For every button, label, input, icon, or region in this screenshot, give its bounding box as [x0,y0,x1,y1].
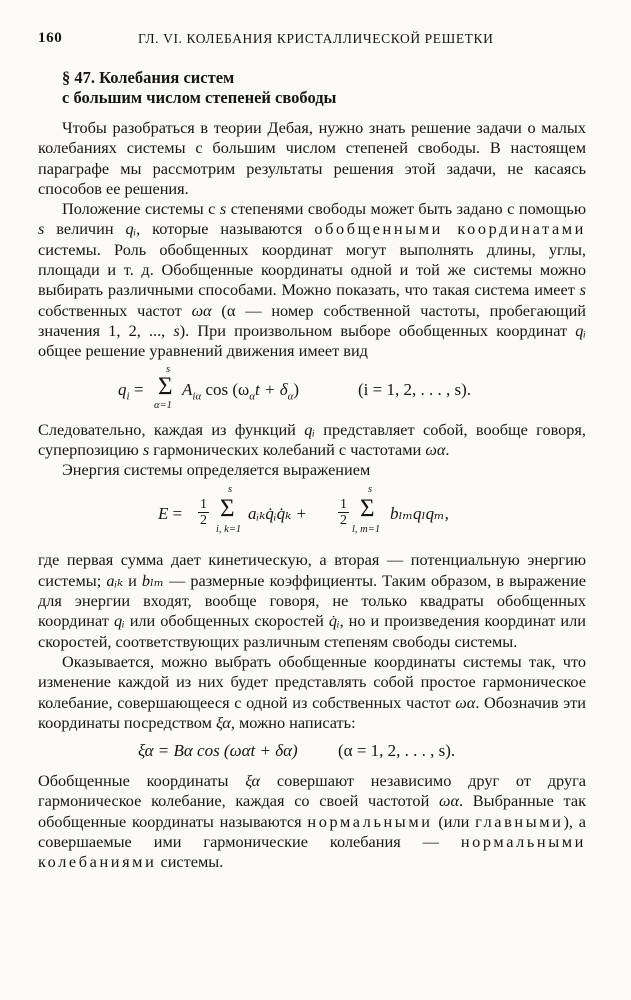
paragraph-3: Следовательно, каждая из функций qᵢ представляет собой, вообще говоря, суперпозицию s гармонических колебаний с частотами ωα. [38,419,586,459]
paragraph-1: Чтобы разобраться в теории Дебая, нужно знать решение задачи о малых колебаниях системы с большим числом степеней свободы. В настоящем параграфе мы рассмотрим результаты решения этой задачи, не касаясь способов ее решения. [38,118,586,198]
page-number: 160 [38,30,63,46]
paragraph-6: Оказывается, можно выбрать обобщенные координаты системы так, что изменение каждой из них будет представлять собой простое гармоническое колебание, совершающееся с одной из собственных частот ωα. Обозначив эти координаты посредством ξα, можно написать: [38,651,586,732]
equation-normal-coordinates: ξα = Bα cos (ωαt + δα) (α = 1, 2, . . . , s). [138,741,456,761]
paragraph-2: Положение системы с s степенями свободы может быть задано с помощью s величин qᵢ, которые называются обобщенными координатами системы. Роль обобщенных координат могут выполнять длины, углы, площади и т. д. Обобщенные координаты одной и той же системы можно выбирать различными способами. Можно показать, что такая система имеет s собственных частот ωα (α — номер собственной частоты, пробегающий значения 1, 2, ..., s). При произвольном выборе обобщенных координат qᵢ общее решение уравнений движения имеет вид [38,199,587,361]
equation-energy: E = $\frac{1}{2}$ s Σ i, k=1 aᵢₖq̇ᵢq̇ₖ + $\frac{1}{2}$ s Σ l, m=1 bₗₘqₗqₘ, [158,484,449,536]
paragraph-5: где первая сумма дает кинетическую, а вторая — потенциальную энергию системы; aᵢₖ и bₗₘ — размерные коэффициенты. Таким образом, в выражение для энергии входят, вообще говоря, не только квадраты обобщенных координат qᵢ или обобщенных скоростей q̇ᵢ, но и произведения координат или скоростей, соответствующих различным степеням свободы системы. [38,550,587,651]
equation-general-solution: $q_i$ = s Σ α=1 $A_{i\alpha}$ $\cos (\omega_\alpha t + \delta_\alpha)$ (i = 1, 2, . . . , s). [118,363,471,411]
section-title-line1: § 47. Колебания систем [62,68,235,87]
term-normal-oscillations: нормальными колебаниями [38,832,586,872]
term-generalized-coordinates: обобщенными координатами [314,219,586,239]
running-title: ГЛ. VI. КОЛЕБАНИЯ КРИСТАЛЛИЧЕСКОЙ РЕШЕТКИ [138,31,494,46]
term-normal: нормальными [307,811,433,831]
paragraph-7: Обобщенные координаты ξα совершают независимо друг от друга гармоническое колебание, каждая со своей частотой ωα. Выбранные так обобщенные координаты называются нормальными (или главными), а совершаемые ими гармонические колебания — нормальными колебаниями системы. [38,771,586,872]
section-heading [62,68,586,108]
section-title-line2: с большим числом степеней свободы [62,88,337,107]
paragraph-4: Энергия системы определяется выражением [62,460,371,480]
term-principal: главными [475,811,564,831]
page [38,30,586,873]
running-header [38,30,586,52]
